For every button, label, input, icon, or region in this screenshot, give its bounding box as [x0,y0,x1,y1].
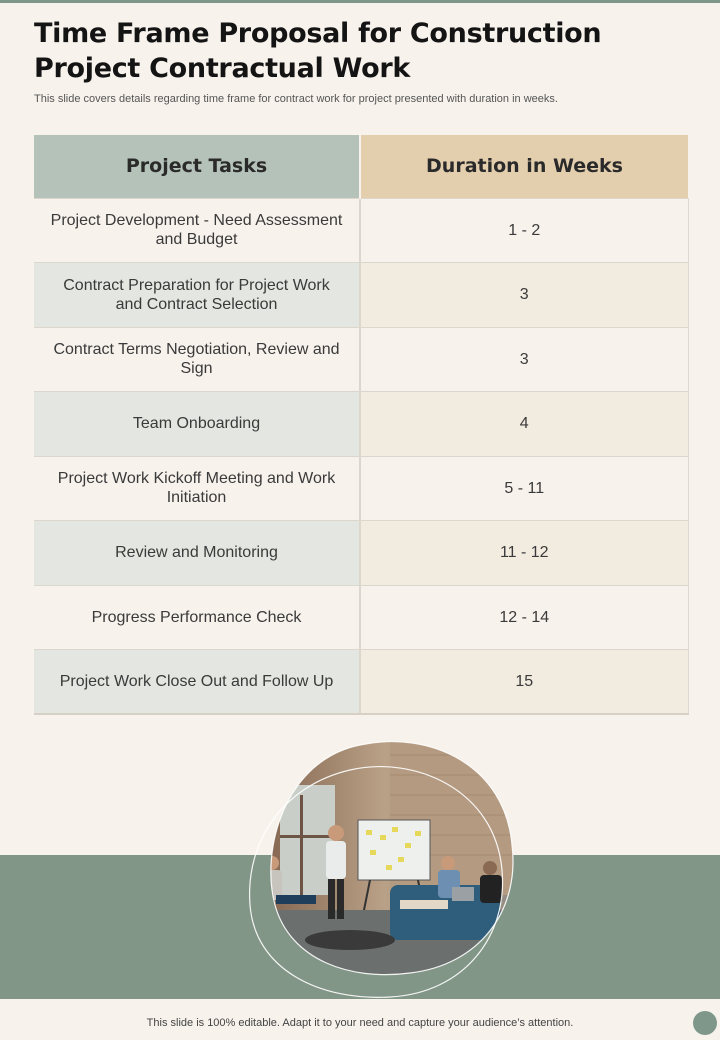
task-cell: Team Onboarding [34,392,360,457]
footer-note: This slide is 100% editable. Adapt it to your need and capture your audience’s attention. [146,1017,574,1029]
task-cell: Project Development - Need Assessment and Budget [34,198,360,263]
header-project-tasks: Project Tasks [34,135,360,198]
timeframe-table [34,135,689,715]
table-row [34,521,688,586]
page-subtitle: This slide covers details regarding time frame for contract work for project presented with duration in weeks. [34,93,558,105]
duration-cell: 3 [360,263,688,328]
task-cell: Progress Performance Check [34,585,360,650]
duration-cell: 12 - 14 [360,585,688,650]
page-title: Time Frame Proposal for Construction Project Contractual Work [34,18,602,84]
table-header-row [34,135,688,198]
duration-cell: 1 - 2 [360,198,688,263]
table-row [34,392,688,457]
header-duration-weeks: Duration in Weeks [360,135,688,198]
task-cell: Contract Preparation for Project Work and Contract Selection [34,263,360,328]
duration-cell: 11 - 12 [360,521,688,586]
team-meeting-photo [240,735,530,1005]
duration-cell: 15 [360,650,688,715]
table-row [34,585,688,650]
task-cell: Project Work Kickoff Meeting and Work Initiation [34,456,360,521]
task-cell: Contract Terms Negotiation, Review and Sign [34,327,360,392]
table-row [34,456,688,521]
top-accent-rule [0,0,720,3]
task-cell: Review and Monitoring [34,521,360,586]
table-row [34,198,688,263]
duration-cell: 3 [360,327,688,392]
table-row [34,263,688,328]
corner-circle-decoration [693,1011,717,1035]
table-row [34,327,688,392]
duration-cell: 4 [360,392,688,457]
table-row [34,650,688,715]
duration-cell: 5 - 11 [360,456,688,521]
task-cell: Project Work Close Out and Follow Up [34,650,360,715]
